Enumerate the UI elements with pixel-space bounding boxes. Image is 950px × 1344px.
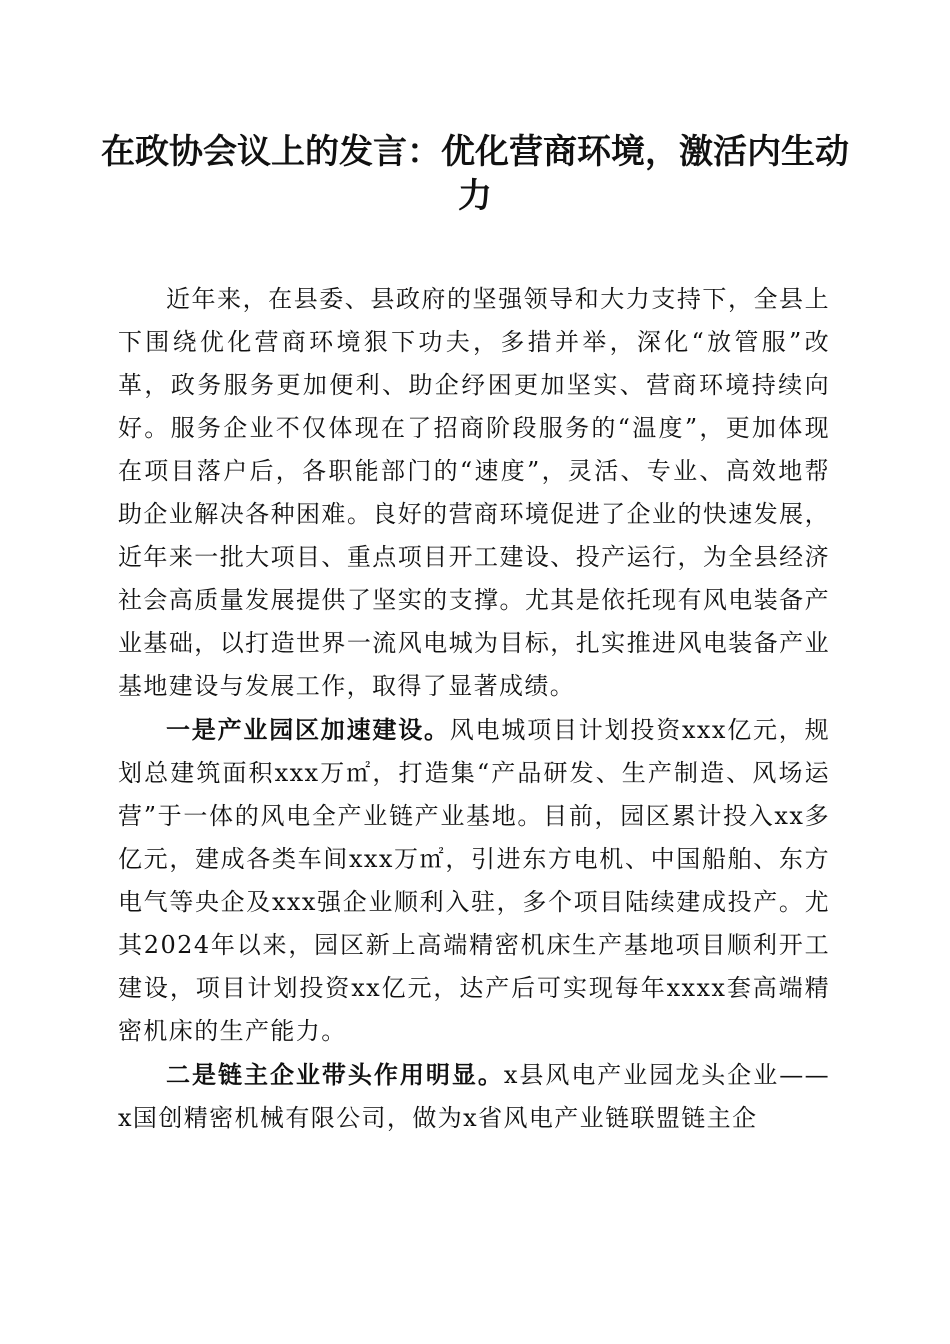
paragraph-text: 近年来，在县委、县政府的坚强领导和大力支持下，全县上下围绕优化营商环境狠下功夫，多措并举，深化“放管服”改革，政务服务更加便利、助企纾困更加坚实、营商环境持续向好。服务企业不仅体现在了招商阶段服务的“温度”，更加体现在项目落户后，各职能部门的“速度”，灵活、专业、高效地帮助企业解决各种困难。良好的营商环境促进了企业的快速发展，近年来一批大项目、重点项目开工建设、投产运行，为全县经济社会高质量发展提供了坚实的支撑。尤其是依托现有风电装备产业基础，以打造世界一流风电城为目标，扎实推进风电装备产业基地建设与发展工作，取得了显著成绩。 — [118, 285, 830, 700]
paragraph-industrial-park — [118, 708, 830, 1053]
paragraph-lead: 一是产业园区加速建设。 — [166, 715, 450, 744]
paragraph-text: 风电城项目计划投资xxx亿元，规划总建筑面积xxx万㎡，打造集“产品研发、生产制造、风场运营”于一体的风电全产业链产业基地。目前，园区累计投入xx多亿元，建成各类车间xxx万㎡，引进东方电机、中国船舶、东方电气等央企及xxx强企业顺利入驻，多个项目陆续建成投产。尤其2024年以来，园区新上高端精密机床生产基地项目顺利开工建设，项目计划投资xx亿元，达产后可实现每年xxxx套高端精密机床的生产能力。 — [118, 716, 830, 1045]
paragraph-chain-leader — [118, 1053, 830, 1140]
document-body — [118, 277, 830, 1140]
paragraph-intro — [118, 277, 830, 708]
paragraph-text: x县风电产业园龙头企业——x国创精密机械有限公司，做为x省风电产业链联盟链主企 — [118, 1061, 831, 1132]
document-title: 在政协会议上的发言：优化营商环境，激活内生动力 — [101, 132, 849, 216]
paragraph-lead: 二是链主企业带头作用明显。 — [166, 1060, 504, 1089]
